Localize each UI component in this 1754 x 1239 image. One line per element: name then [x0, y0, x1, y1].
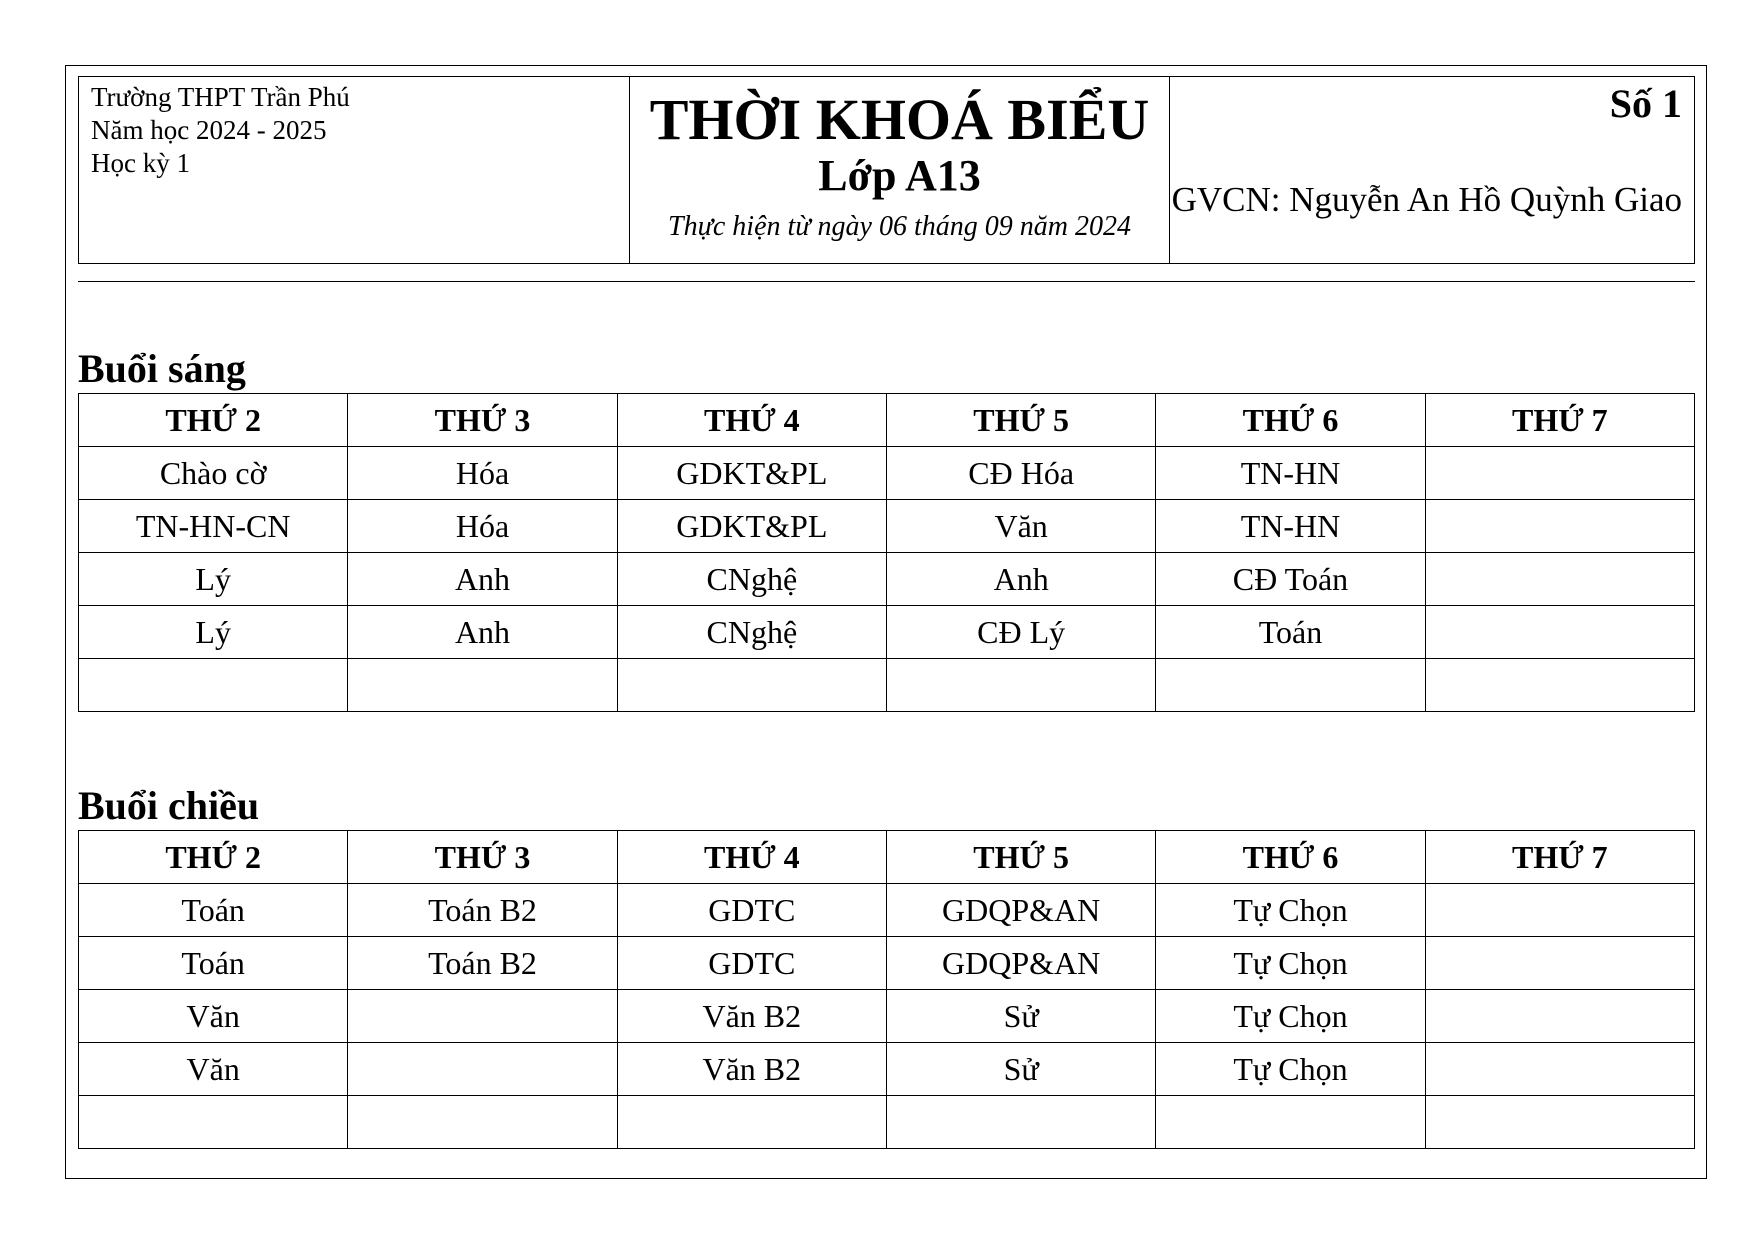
document-title: THỜI KHOÁ BIỂU: [649, 87, 1150, 152]
subject-cell: [1425, 553, 1694, 606]
subject-cell: GDKT&PL: [617, 500, 886, 553]
morning-title: Buổi sáng: [78, 346, 246, 391]
subject-cell: Văn: [886, 500, 1155, 553]
period-row: [79, 447, 1695, 500]
subject-cell: GDTC: [617, 884, 886, 937]
subject-cell: Toán: [79, 884, 348, 937]
period-row: [79, 553, 1695, 606]
subject-cell: [617, 659, 886, 712]
effective-date: Thực hiện từ ngày 06 tháng 09 năm 2024: [668, 211, 1131, 242]
period-row: [79, 1043, 1695, 1096]
subject-cell: Sử: [886, 990, 1155, 1043]
day-header: THỨ 2: [79, 394, 348, 447]
day-header: THỨ 4: [617, 831, 886, 884]
subject-cell: CNghệ: [617, 606, 886, 659]
day-header: THỨ 7: [1425, 831, 1694, 884]
homeroom-teacher: GVCN: Nguyễn An Hồ Quỳnh Giao: [1171, 180, 1682, 219]
subject-cell: [1156, 659, 1425, 712]
subject-cell: Anh: [348, 606, 617, 659]
subject-cell: TN-HN-CN: [79, 500, 348, 553]
subject-cell: Văn: [79, 1043, 348, 1096]
subject-cell: Lý: [79, 606, 348, 659]
subject-cell: Sử: [886, 1043, 1155, 1096]
subject-cell: Văn B2: [617, 990, 886, 1043]
day-header: THỨ 6: [1156, 394, 1425, 447]
day-header: THỨ 7: [1425, 394, 1694, 447]
day-header: THỨ 6: [1156, 831, 1425, 884]
period-row: [79, 500, 1695, 553]
subject-cell: [1425, 500, 1694, 553]
period-row: [79, 659, 1695, 712]
subject-cell: Hóa: [348, 500, 617, 553]
day-header: THỨ 2: [79, 831, 348, 884]
subject-cell: GDQP&AN: [886, 884, 1155, 937]
period-row: [79, 937, 1695, 990]
subject-cell: Hóa: [348, 447, 617, 500]
subject-cell: Văn: [79, 990, 348, 1043]
subject-cell: Lý: [79, 553, 348, 606]
subject-cell: Toán: [1156, 606, 1425, 659]
subject-cell: [1156, 1096, 1425, 1149]
subject-cell: CĐ Lý: [886, 606, 1155, 659]
school-name: Trường THPT Trần Phú: [91, 82, 350, 112]
subject-cell: Chào cờ: [79, 447, 348, 500]
title-block: [630, 77, 1170, 264]
subject-cell: [617, 1096, 886, 1149]
subject-cell: Anh: [348, 553, 617, 606]
subject-cell: CNghệ: [617, 553, 886, 606]
afternoon-title: Buổi chiều: [78, 783, 260, 828]
subject-cell: [1425, 659, 1694, 712]
subject-cell: Tự Chọn: [1156, 937, 1425, 990]
day-header: THỨ 4: [617, 394, 886, 447]
day-header: THỨ 3: [348, 831, 617, 884]
subject-cell: [886, 1096, 1155, 1149]
subject-cell: Toán: [79, 937, 348, 990]
subject-cell: [1425, 884, 1694, 937]
subject-cell: [79, 659, 348, 712]
subject-cell: [348, 1096, 617, 1149]
day-header: THỨ 5: [886, 394, 1155, 447]
subject-cell: Anh: [886, 553, 1155, 606]
school-info: [79, 77, 630, 264]
subject-cell: [1425, 606, 1694, 659]
subject-cell: [348, 659, 617, 712]
teacher-block: [1170, 77, 1695, 264]
school-year: Năm học 2024 - 2025: [91, 115, 327, 145]
subject-cell: CĐ Toán: [1156, 553, 1425, 606]
header-divider: [78, 281, 1695, 282]
subject-cell: GDQP&AN: [886, 937, 1155, 990]
subject-cell: [1425, 990, 1694, 1043]
subject-cell: GDKT&PL: [617, 447, 886, 500]
semester: Học kỳ 1: [91, 148, 190, 178]
header-table: [78, 76, 1695, 264]
subject-cell: Tự Chọn: [1156, 1043, 1425, 1096]
subject-cell: [1425, 1043, 1694, 1096]
subject-cell: GDTC: [617, 937, 886, 990]
subject-cell: TN-HN: [1156, 500, 1425, 553]
document-number: Số 1: [1609, 81, 1682, 126]
afternoon-timetable: [78, 830, 1695, 1149]
subject-cell: Toán B2: [348, 937, 617, 990]
subject-cell: [1425, 937, 1694, 990]
subject-cell: [886, 659, 1155, 712]
subject-cell: Toán B2: [348, 884, 617, 937]
period-row: [79, 1096, 1695, 1149]
subject-cell: [348, 1043, 617, 1096]
period-row: [79, 606, 1695, 659]
day-header: THỨ 3: [348, 394, 617, 447]
class-name: Lớp A13: [818, 151, 981, 200]
subject-cell: TN-HN: [1156, 447, 1425, 500]
day-header: THỨ 5: [886, 831, 1155, 884]
day-header-row: [79, 831, 1695, 884]
subject-cell: [348, 990, 617, 1043]
day-header-row: [79, 394, 1695, 447]
subject-cell: Tự Chọn: [1156, 884, 1425, 937]
subject-cell: [1425, 447, 1694, 500]
morning-timetable: [78, 393, 1695, 712]
subject-cell: [79, 1096, 348, 1149]
subject-cell: Tự Chọn: [1156, 990, 1425, 1043]
subject-cell: Văn B2: [617, 1043, 886, 1096]
subject-cell: [1425, 1096, 1694, 1149]
period-row: [79, 884, 1695, 937]
subject-cell: CĐ Hóa: [886, 447, 1155, 500]
period-row: [79, 990, 1695, 1043]
